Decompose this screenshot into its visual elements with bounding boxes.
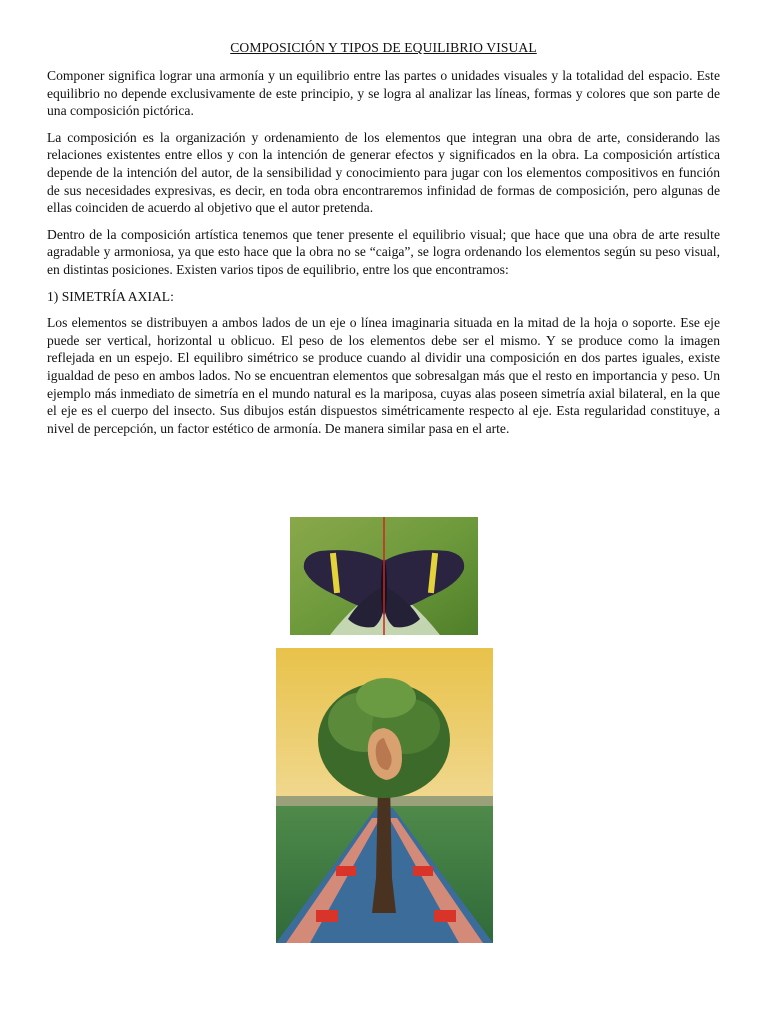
paragraph-equilibrio: Dentro de la composición artística tenemos que tener presente el equilibrio visual; que hace que una obra de arte resulte agradable y armoniosa, ya que esto hace que la obra no se “caiga”, se logra ordenando los elementos según su peso visual, en distintas posiciones. Existen varios tipos de equilibrio, entre los que encontramos:: [47, 226, 720, 277]
paragraph-composicion: La composición es la organización y ordenamiento de los elementos que integran una obra de arte, considerando las relaciones existentes entre ellos y con la intención de generar efectos y significados en la obra. La composición artística depende de la intención del autor, de la sensibilidad y conocimiento para jugar con los elementos compositivos en función de sus necesidades expresivas, es decir, en toda obra encontraremos infinidad de formas de composición, pero algunas de ellas coinciden de acuerdo al objetivo que el autor pretenda.: [47, 129, 720, 216]
document-page: [47, 40, 720, 446]
document-title: COMPOSICIÓN Y TIPOS DE EQUILIBRIO VISUAL: [230, 40, 537, 55]
butterfly-symmetry-image: [290, 517, 478, 635]
paragraph-simetria-axial: Los elementos se distribuyen a ambos lados de un eje o línea imaginaria situada en la mitad de la hoja o soporte. Ese eje puede ser vertical, horizontal u oblicuo. El peso de los elementos debe ser el mismo. Y se produce como la imagen reflejada en un espejo. El equilibro simétrico se produce cuando al dividir una composición en dos partes iguales, existe igualdad de peso en ambos lados. No se encuentran elementos que sobresalgan más que el resto en importancia y peso. Un ejemplo más inmediato de simetría en el mundo natural es la mariposa, cuyas alas poseen simetría axial bilateral, en la que el eje es el cuerpo del insecto. Sus dibujos están dispuestos simétricamente respecto al eje. Esta regularidad constituye, a nivel de percepción, un factor estético de armonía. De manera similar pasa en el arte.: [47, 315, 720, 436]
tree-ear-painting-image: [276, 648, 493, 943]
paragraph-componer: Componer significa lograr una armonía y un equilibrio entre las partes o unidades visuales y la totalidad del espacio. Este equilibrio no depende exclusivamente de este principio, y se logra al analizar las líneas, formas y colores que son parte de una composición pictórica.: [47, 68, 720, 119]
section-heading-simetria-axial: 1) SIMETRÍA AXIAL:: [47, 288, 174, 304]
